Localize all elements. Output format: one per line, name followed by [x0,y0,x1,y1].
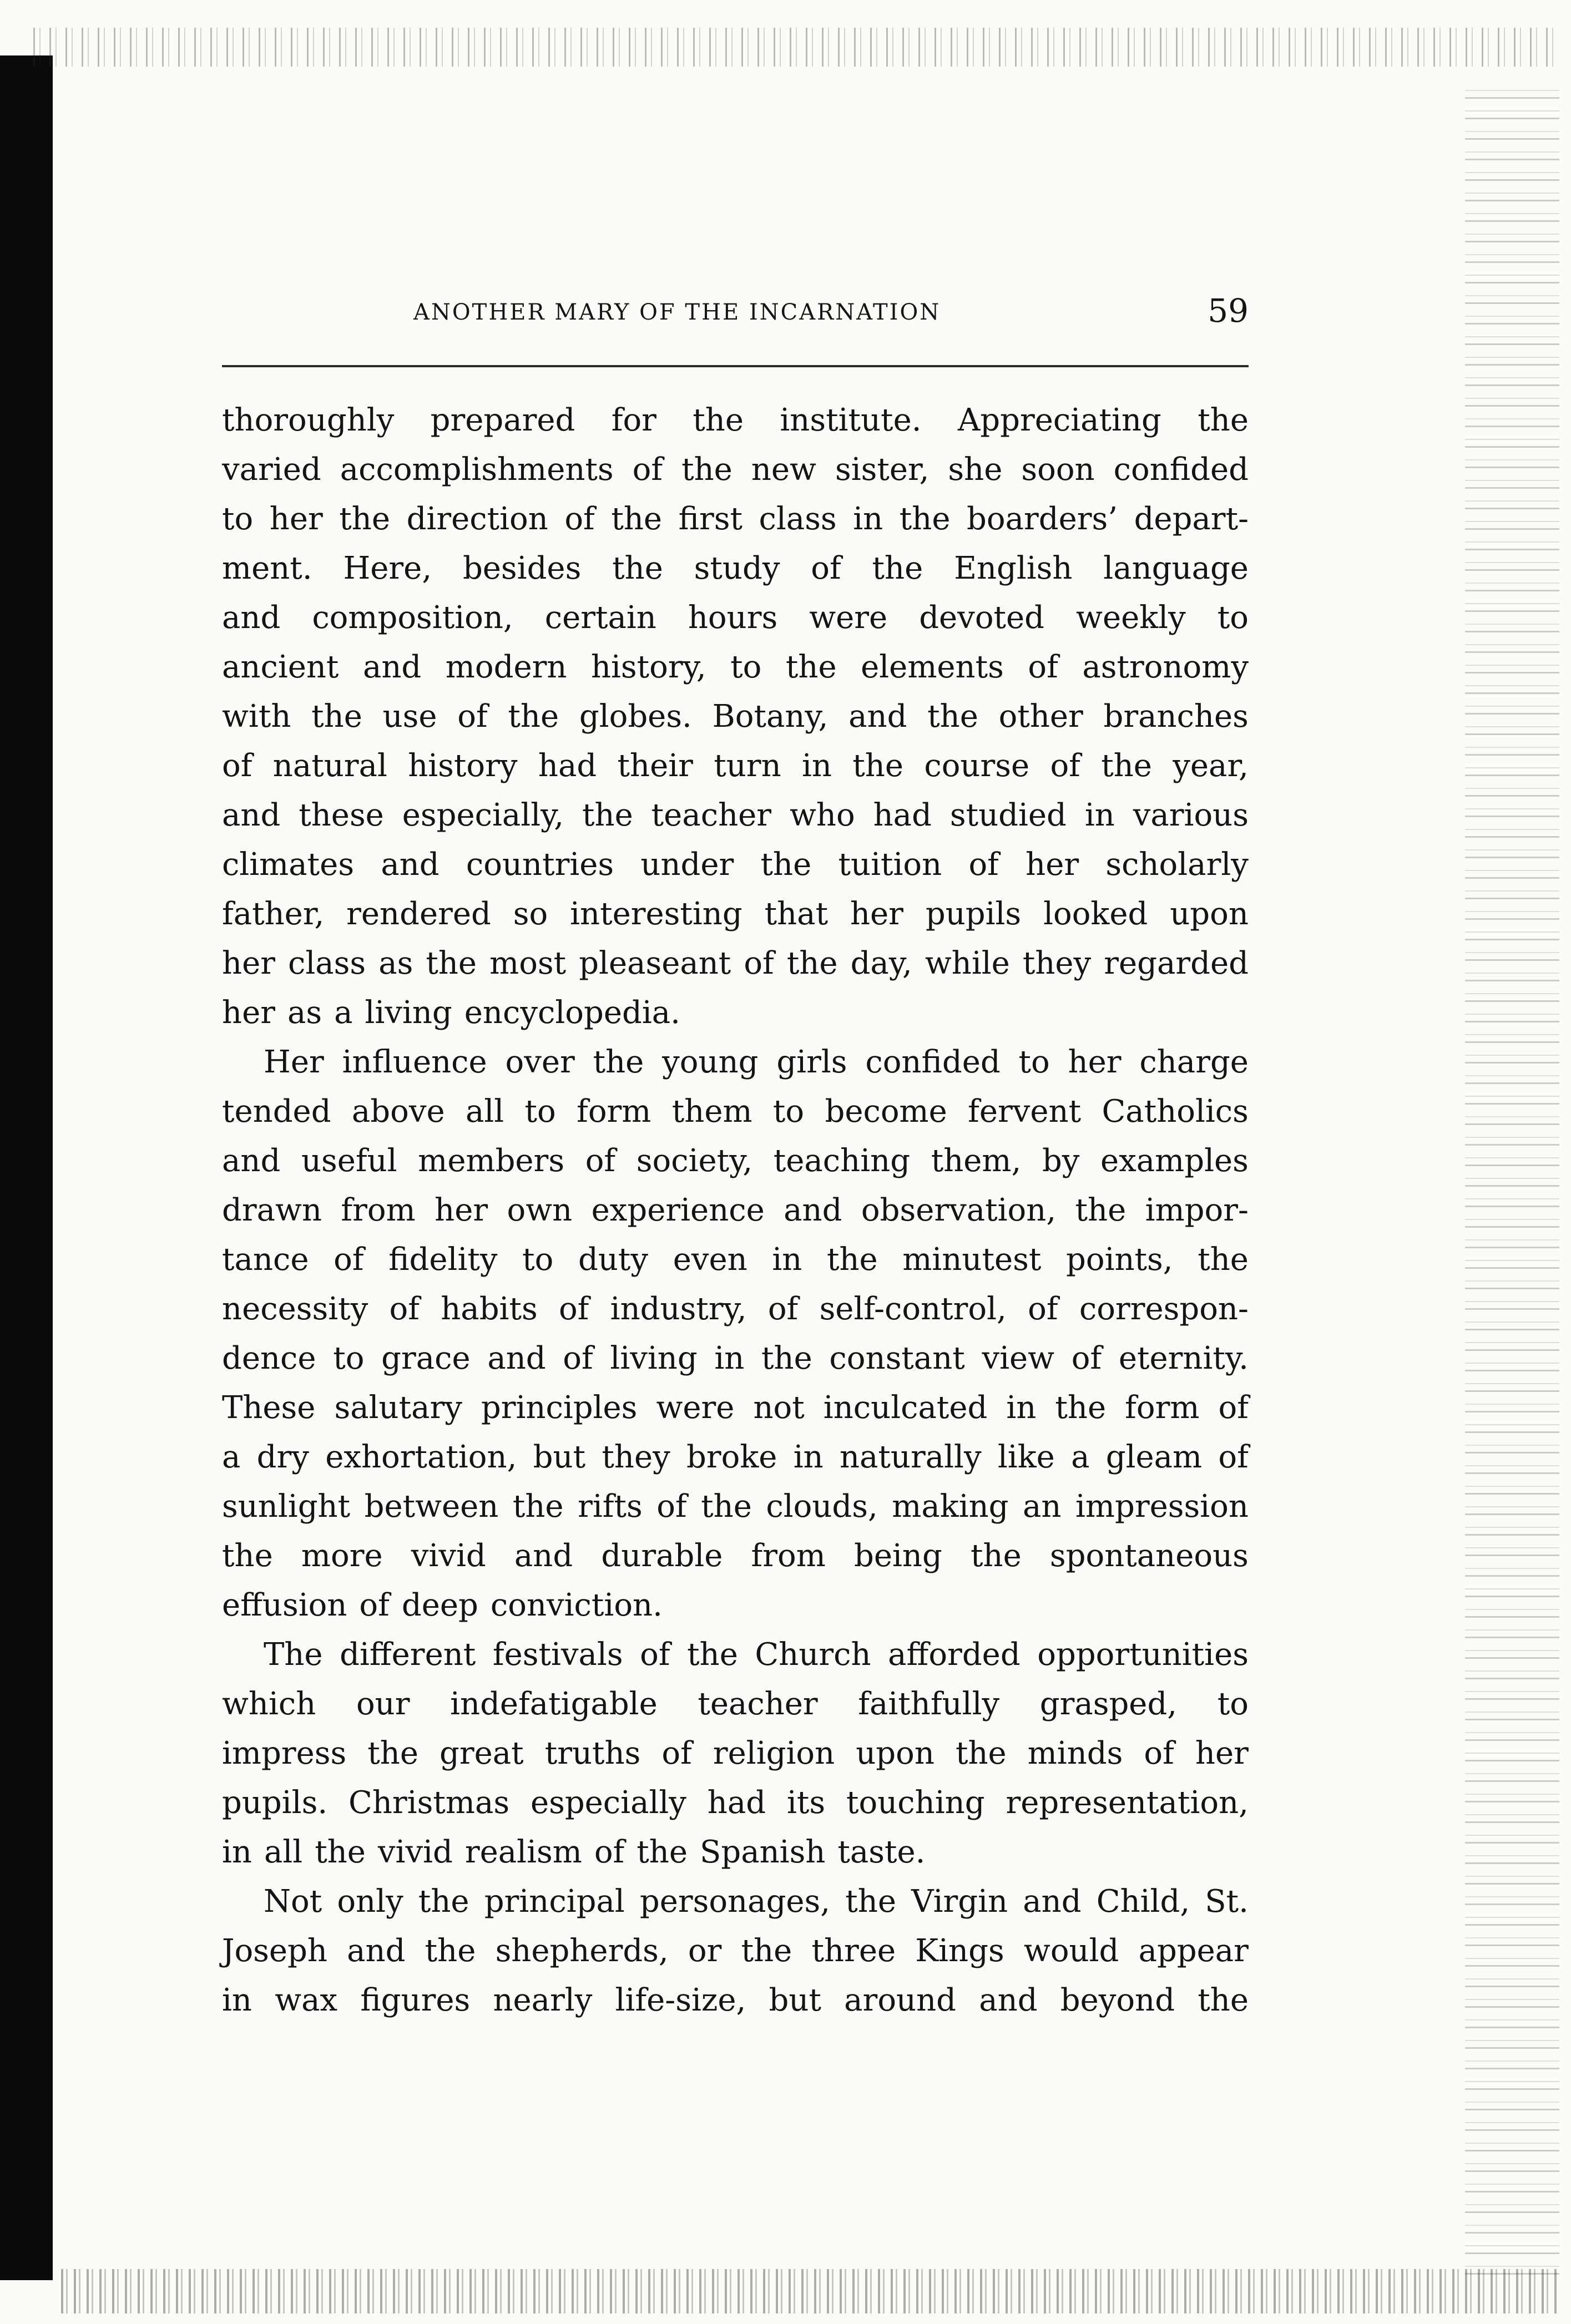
text-line: varied accomplishments of the new sister, she soon confided [222,452,1249,488]
text-line: of natural history had their turn in the course of the year, [222,748,1249,784]
text-line: with the use of the globes. Botany, and the other branches [222,698,1249,735]
text-line: which our indefatigable teacher faithfully grasped, to [222,1686,1249,1722]
text-line: Her influence over the young girls confided to her charge [264,1044,1249,1080]
text-line: the more vivid and durable from being the spontaneous [222,1538,1249,1574]
text-line: to her the direction of the first class in the boarders’ depart- [222,501,1249,537]
text-line: The different festivals of the Church afforded opportunities [264,1637,1249,1673]
text-line: tended above all to form them to become fervent Catholics [222,1093,1249,1130]
text-line: climates and countries under the tuition of her scholarly [222,847,1249,883]
text-line: pupils. Christmas especially had its touching representation, [222,1785,1249,1821]
text-line: her class as the most pleaseant of the day, while they regarded [222,945,1249,981]
text-line: effusion of deep conviction. [222,1587,663,1623]
text-line: and these especially, the teacher who had studied in various [222,797,1249,833]
body-text [222,396,1249,2025]
text-line: drawn from her own experience and observation, the impor- [222,1192,1249,1228]
text-line: tance of fidelity to duty even in the minutest points, the [222,1242,1249,1278]
text-line: in all the vivid realism of the Spanish taste. [222,1834,926,1870]
text-line: in wax figures nearly life-size, but around and beyond the [222,1982,1249,2018]
text-line: and composition, certain hours were devoted weekly to [222,600,1249,636]
text-line: her as a living encyclopedia. [222,995,680,1031]
scan-noise-top [33,28,1554,67]
text-line: thoroughly prepared for the institute. Appreciating the [222,402,1249,438]
scan-noise-bottom [61,2269,1559,2313]
text-line: Joseph and the shepherds, or the three Kings would appear [222,1933,1249,1969]
text-line: dence to grace and of living in the constant view of eternity. [222,1340,1249,1376]
page-number: 59 [1208,292,1249,330]
header-rule [222,365,1249,367]
text-line: Not only the principal personages, the Virgin and Child, St. [264,1883,1249,1920]
binding-edge [0,55,53,2280]
text-line: ancient and modern history, to the elements of astronomy [222,649,1249,685]
scan-noise-right [1465,83,1559,2275]
text-line: necessity of habits of industry, of self-control, of correspon- [222,1291,1249,1327]
text-line: and useful members of society, teaching them, by examples [222,1143,1249,1179]
text-line: a dry exhortation, but they broke in naturally like a gleam of [222,1439,1249,1475]
running-head: ANOTHER MARY OF THE INCARNATION [413,300,941,325]
page-header [222,292,1249,333]
text-line: impress the great truths of religion upon the minds of her [222,1735,1249,1771]
text-line: These salutary principles were not inculcated in the form of [222,1390,1249,1426]
text-line: ment. Here, besides the study of the English language [222,550,1249,586]
text-line: sunlight between the rifts of the clouds, making an impression [222,1488,1249,1525]
text-line: father, rendered so interesting that her pupils looked upon [222,896,1249,932]
